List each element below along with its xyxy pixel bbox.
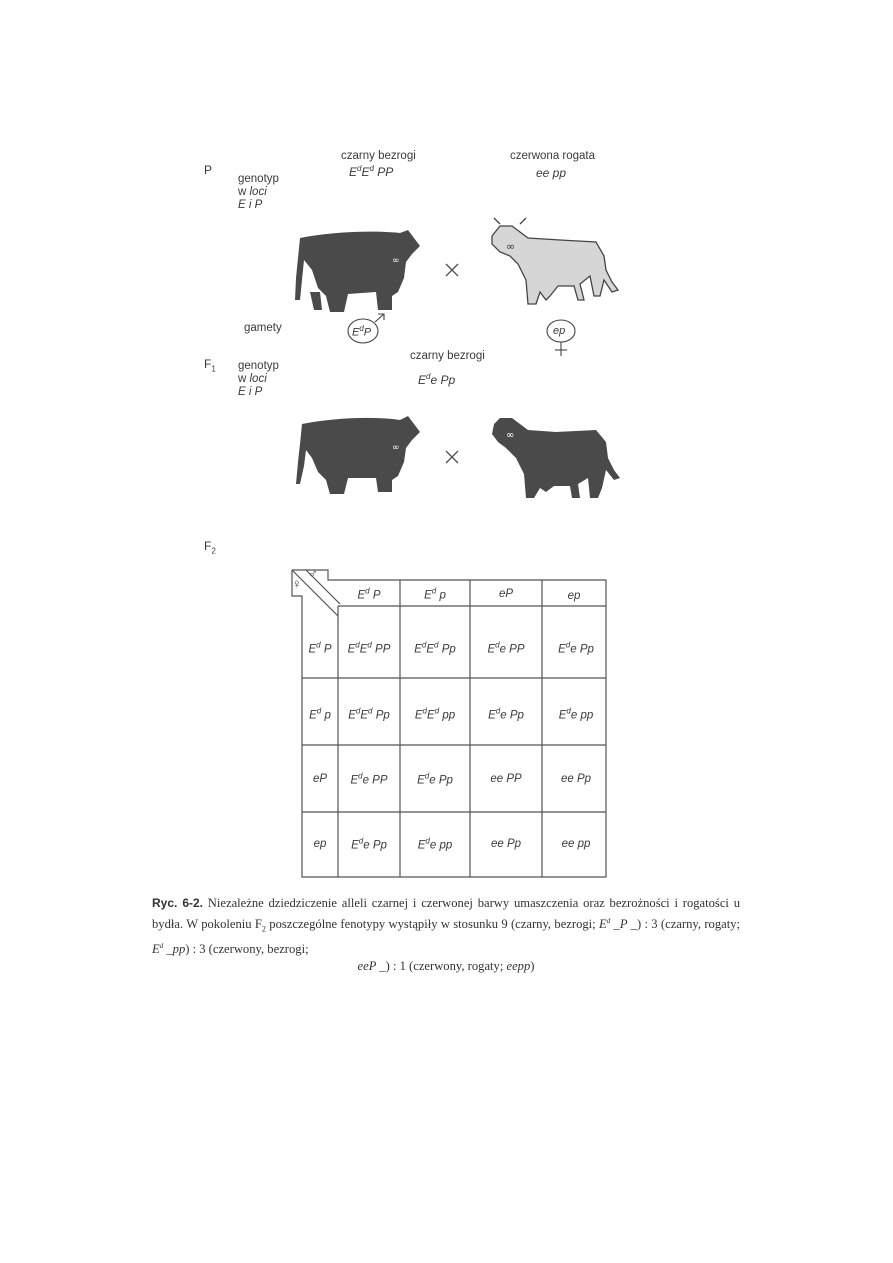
horn-symbol-p: ∞ <box>506 240 516 253</box>
row-header-0-text: P <box>323 643 332 656</box>
cross-symbol-p <box>446 264 458 276</box>
cell-0-2: $E^de$ PP <box>487 640 525 656</box>
f1-letter: F <box>204 357 212 371</box>
cell-3-1-text: e pp <box>429 839 453 852</box>
f2-subscript: 2 <box>211 546 216 556</box>
cell-2-1: $E^de$ Pp <box>417 771 453 787</box>
cell-0-3-text: e Pp <box>570 643 594 656</box>
gamety-label: gamety <box>244 322 282 334</box>
caption-g1: E <box>599 916 607 931</box>
f1-phenotype: czarny bezrogi <box>410 350 485 362</box>
cell-1-0: $E^dE^d$ Pp <box>348 706 390 722</box>
cell-0-2-text: e PP <box>499 643 525 656</box>
cell-2-0-text: e PP <box>362 774 388 787</box>
caption-text-5: ) : 1 (czerwony, rogaty; <box>385 959 504 974</box>
e-i-p-label-p: E i P <box>238 199 263 211</box>
cell-3-3: ee pp <box>561 838 591 850</box>
loci-word-f1: loci <box>249 373 267 385</box>
col-header-3: ep <box>567 590 581 602</box>
p-generation-label: P <box>204 163 213 177</box>
caption-genotype-4: eepp <box>506 959 531 974</box>
cell-0-1: $E^dE^d$ Pp <box>414 640 456 656</box>
row-header-2: eP <box>312 773 328 785</box>
male-parent-phenotype: czarny bezrogi <box>341 150 416 162</box>
caption-text-4: ) : 3 (czerwony, bezrogi; <box>185 941 309 956</box>
caption-g2: E <box>152 941 160 956</box>
cell-1-1: $E^dE^d$ pp <box>414 706 456 722</box>
female-gamete-label: ep <box>553 325 566 337</box>
col-header-1: $E^d$ p <box>424 586 446 602</box>
cross-symbol-f1 <box>446 451 458 463</box>
cell-2-1-text: e Pp <box>429 774 453 787</box>
punnett-frame <box>292 570 606 877</box>
caption-g1b: _P _ <box>610 916 637 931</box>
figure-caption <box>152 895 740 976</box>
caption-g2b: _pp <box>163 941 186 956</box>
cell-3-0-text: e Pp <box>363 839 387 852</box>
row-header-0: $E^d$ P <box>308 640 332 656</box>
polled-symbol-p: ∞ <box>392 256 400 266</box>
cell-1-3: $E^de$ pp <box>558 706 594 722</box>
caption-text-2: poszczególne fenotypy wystąpiły w stosunku 9 (czarny, bezrogi; <box>269 916 596 931</box>
male-gamete-label: $E^dP$ <box>352 324 372 339</box>
caption-sub: 2 <box>261 924 266 934</box>
cell-2-2: ee PP <box>490 773 522 785</box>
polled-symbol-f1-bull: ∞ <box>392 443 400 453</box>
cell-3-1: $E^de$ pp <box>417 836 453 852</box>
f2-letter: F <box>204 539 212 553</box>
caption-text-1: Niezależne dziedziczenie alleli czarnej i czerwonej barwy umaszczenia oraz bezrożności i rogatości u bydła. W pokoleniu F <box>152 896 740 931</box>
row-header-3: ep <box>313 838 327 850</box>
caption-last-line <box>152 958 740 976</box>
cell-1-1-text: pp <box>442 709 456 722</box>
cell-2-0: $E^de$ PP <box>350 771 388 787</box>
e-i-p-label-f1: E i P <box>238 386 263 398</box>
female-parent-genotype: ee pp <box>536 166 567 180</box>
col-header-0-text: P <box>372 589 381 602</box>
cell-0-3: $E^de$ Pp <box>558 640 594 656</box>
cell-1-3-text: e pp <box>570 709 594 722</box>
cell-0-0: $E^dE^d$ PP <box>347 640 391 656</box>
genotyp-label-f1: genotyp <box>238 360 279 372</box>
male-parent-genotype: $E^dE^d$ PP <box>349 164 394 179</box>
caption-genotype-2: $E^d$ _pp <box>152 941 186 956</box>
black-polled-bull-f1 <box>296 416 420 494</box>
cell-2-3: ee Pp <box>560 773 592 785</box>
red-horned-cow-parent <box>492 218 618 304</box>
w-word-f1: w <box>238 373 250 385</box>
col-header-0: $E^d$ P <box>357 586 381 602</box>
male-symbol: ♂ <box>308 566 318 581</box>
caption-genotype-1: $E^d$ _P _ <box>599 916 637 931</box>
col-header-2: eP <box>498 588 514 600</box>
cell-1-2-text: e Pp <box>500 709 524 722</box>
caption-label: Ryc. 6-2. <box>152 896 203 910</box>
cell-3-2: ee Pp <box>490 838 522 850</box>
polled-symbol-f1-cow: ∞ <box>506 430 515 441</box>
caption-text-6: ) <box>530 959 535 974</box>
cell-3-0: $E^de$ Pp <box>351 836 387 852</box>
w-word: w <box>238 186 250 198</box>
caption-text-3: ) : 3 (czarny, rogaty; <box>636 916 740 931</box>
f1-genotype: $E^de$ Pp <box>418 372 456 387</box>
col-header-1-text: p <box>439 589 446 602</box>
female-symbol: ♀ <box>292 576 302 591</box>
loci-word: loci <box>249 186 267 198</box>
genotyp-label-p: genotyp <box>238 173 279 185</box>
cell-1-0-text: Pp <box>375 709 390 722</box>
caption-genotype-3: eeP _ <box>357 959 386 974</box>
f1-subscript: 1 <box>211 364 216 374</box>
cell-1-2: $E^de$ Pp <box>488 706 524 722</box>
row-header-1: $E^d$ p <box>309 706 331 722</box>
cell-0-0-text: PP <box>375 643 391 656</box>
black-polled-bull-parent <box>295 230 420 312</box>
cell-0-1-text: Pp <box>441 643 456 656</box>
row-header-1-text: p <box>324 709 331 722</box>
female-parent-phenotype: czerwona rogata <box>510 150 596 162</box>
